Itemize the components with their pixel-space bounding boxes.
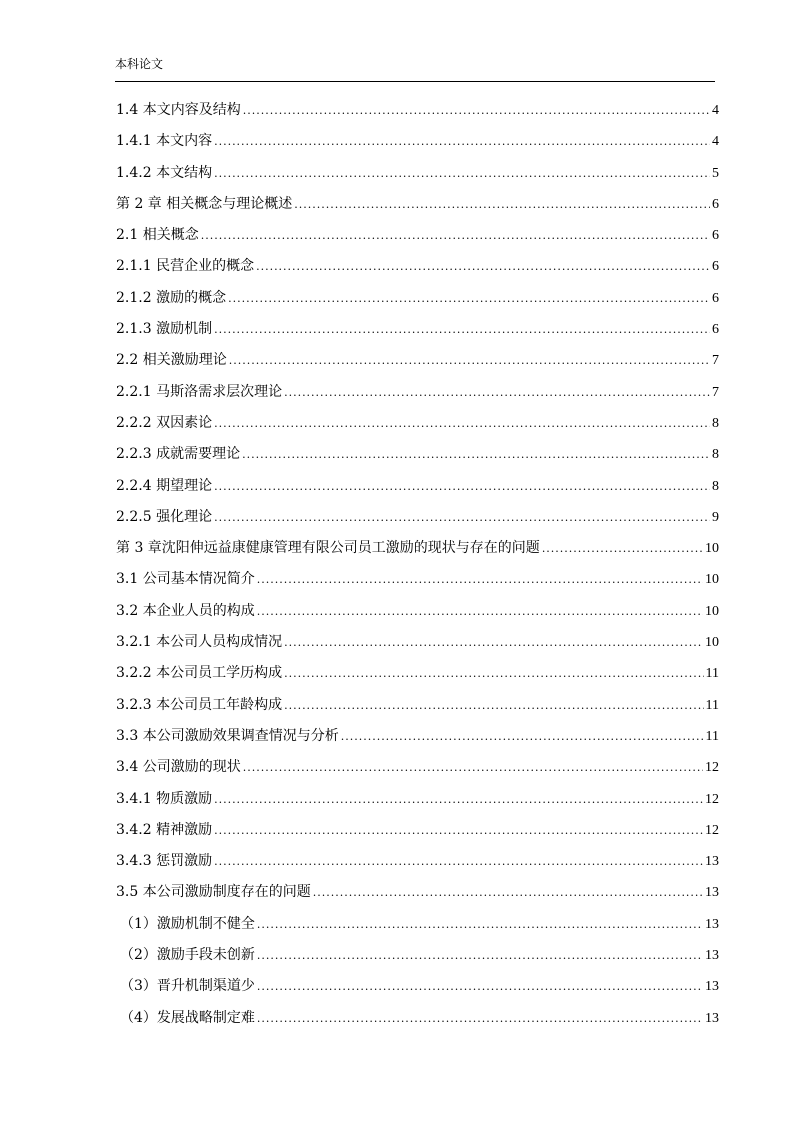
toc-dot-leader [256,257,710,277]
toc-page-number: 11 [705,728,719,744]
toc-page-number: 6 [712,290,719,306]
toc-dot-leader [284,696,703,716]
toc-dot-leader [214,164,710,184]
toc-dot-leader [214,414,710,434]
toc-entry-title: 3.3 本公司激励效果调查情况与分析 [116,727,339,744]
toc-page-number: 11 [705,666,719,682]
toc-dot-leader [257,977,703,997]
toc-page-number: 8 [712,415,719,431]
toc-dot-leader [214,320,710,340]
table-of-contents [116,98,719,1037]
toc-entry-title: （4）发展战略制定难 [120,1009,255,1026]
toc-entry[interactable] [116,317,719,348]
toc-page-number: 12 [705,760,719,776]
toc-page-number: 13 [705,948,719,964]
toc-entry[interactable] [116,536,719,567]
toc-entry-title: 3.2.3 本公司员工年龄构成 [116,696,283,713]
toc-entry-title: 2.1.3 激励机制 [116,321,213,338]
toc-entry[interactable] [116,693,719,724]
toc-page-number: 6 [712,228,719,244]
toc-entry[interactable] [116,1006,719,1037]
toc-dot-leader [284,633,703,653]
toc-dot-leader [243,758,703,778]
toc-page-number: 13 [705,979,719,995]
toc-dot-leader [214,821,703,841]
toc-dot-leader [257,570,703,590]
toc-entry-title: 2.2.4 期望理论 [116,477,213,494]
toc-page-number: 13 [705,916,719,932]
toc-page-number: 12 [705,822,719,838]
toc-entry[interactable] [116,818,719,849]
toc-entry[interactable] [116,474,719,505]
toc-page-number: 13 [705,885,719,901]
toc-dot-leader [341,727,704,747]
header-rule [115,81,715,82]
toc-dot-leader [214,852,703,872]
toc-page-number: 8 [712,478,719,494]
toc-page-number: 7 [712,384,719,400]
toc-entry-title: 3.4.3 惩罚激励 [116,853,213,870]
toc-page-number: 9 [712,509,719,525]
toc-entry-title: 1.4.2 本文结构 [116,164,213,181]
toc-entry[interactable] [116,724,719,755]
toc-dot-leader [214,790,703,810]
toc-entry-title: （3）晋升机制渠道少 [120,978,255,995]
toc-entry-title: 3.5 本公司激励制度存在的问题 [116,884,311,901]
toc-entry[interactable] [116,567,719,598]
toc-entry[interactable] [116,599,719,630]
toc-dot-leader [284,664,703,684]
toc-entry[interactable] [116,505,719,536]
toc-dot-leader [257,1009,703,1029]
toc-page-number: 11 [705,697,719,713]
toc-entry[interactable] [116,380,719,411]
toc-entry[interactable] [116,661,719,692]
toc-dot-leader [294,195,710,215]
toc-entry-title: 第 3 章沈阳伸远益康健康管理有限公司员工激励的现状与存在的问题 [116,540,540,557]
toc-entry-title: 2.1 相关概念 [116,227,199,244]
toc-entry[interactable] [116,348,719,379]
toc-dot-leader [242,445,710,465]
toc-entry-title: 2.2.3 成就需要理论 [116,446,241,463]
toc-entry-title: 2.2 相关激励理论 [116,352,227,369]
toc-page-number: 10 [705,603,719,619]
toc-dot-leader [313,883,703,903]
toc-dot-leader [228,289,710,309]
toc-dot-leader [257,946,703,966]
toc-entry[interactable] [116,442,719,473]
toc-page-number: 7 [712,353,719,369]
toc-page-number: 10 [705,541,719,557]
toc-entry[interactable] [116,161,719,192]
toc-entry-title: 1.4 本文内容及结构 [116,102,241,118]
toc-entry-title: （1）激励机制不健全 [120,915,255,932]
toc-entry[interactable] [116,223,719,254]
toc-entry-title: 3.4 公司激励的现状 [116,759,241,776]
toc-entry[interactable] [116,286,719,317]
toc-entry[interactable] [116,411,719,442]
toc-page-number: 6 [712,196,719,212]
toc-page-number: 12 [705,791,719,807]
toc-entry[interactable] [116,98,719,129]
toc-page-number: 10 [705,635,719,651]
toc-dot-leader [257,602,703,622]
toc-page-number: 10 [705,572,719,588]
toc-entry[interactable] [116,974,719,1005]
toc-entry-title: 3.1 公司基本情况简介 [116,571,255,588]
toc-entry-title: 2.1.1 民营企业的概念 [116,258,255,275]
toc-dot-leader [243,101,710,121]
toc-entry[interactable] [116,787,719,818]
toc-entry-title: 2.2.5 强化理论 [116,508,213,525]
toc-entry[interactable] [116,630,719,661]
toc-entry-title: 3.2.1 本公司人员构成情况 [116,634,283,651]
toc-page-number: 4 [712,134,719,150]
toc-entry-title: 3.2 本企业人员的构成 [116,602,255,619]
toc-entry-title: （2）激励手段未创新 [120,947,255,964]
toc-entry[interactable] [116,912,719,943]
toc-entry[interactable] [116,880,719,911]
toc-entry-title: 第 2 章 相关概念与理论概述 [116,195,293,212]
toc-dot-leader [542,539,703,559]
toc-entry-title: 2.2.1 马斯洛需求层次理论 [116,383,283,400]
toc-entry[interactable] [116,192,719,223]
toc-entry[interactable] [116,254,719,285]
toc-page-number: 6 [712,259,719,275]
toc-entry[interactable] [116,129,719,160]
toc-dot-leader [284,383,710,403]
toc-page-number: 4 [712,103,719,118]
toc-entry[interactable] [116,849,719,880]
toc-entry-title: 3.2.2 本公司员工学历构成 [116,665,283,682]
toc-dot-leader [214,508,710,528]
toc-page-number: 5 [712,165,719,181]
running-header: 本科论文 [115,57,164,71]
toc-entry-title: 3.4.2 精神激励 [116,821,213,838]
toc-entry-title: 3.4.1 物质激励 [116,790,213,807]
toc-dot-leader [201,226,710,246]
toc-entry[interactable] [116,943,719,974]
toc-entry[interactable] [116,755,719,786]
toc-dot-leader [214,477,710,497]
toc-page-number: 8 [712,447,719,463]
toc-entry-title: 2.2.2 双因素论 [116,414,213,431]
toc-dot-leader [214,132,710,152]
toc-page-number: 13 [705,854,719,870]
toc-page-number: 6 [712,322,719,338]
toc-entry-title: 2.1.2 激励的概念 [116,289,227,306]
toc-entry-title: 1.4.1 本文内容 [116,133,213,150]
toc-dot-leader [257,915,703,935]
toc-page-number: 13 [705,1010,719,1026]
toc-dot-leader [229,351,710,371]
